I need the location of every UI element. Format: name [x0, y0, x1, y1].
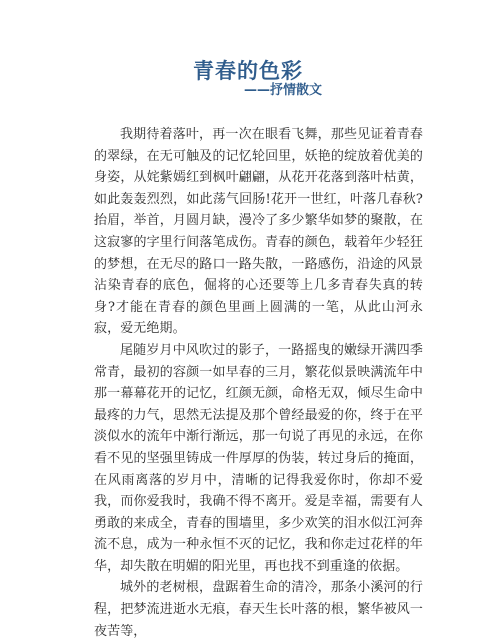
paragraph-3: 城外的老树根，盘踞着生命的清冷，那条小溪河的行程，把梦流进逝水无痕，春天生长叶落的根，繁华被风一夜苦等，: [94, 580, 423, 639]
article-subtitle: ——抒情散文: [244, 83, 323, 98]
paragraph-2: 尾随岁月中风吹过的影子，一路摇曳的嫩绿开满四季常青，最初的容颜一如早春的三月，繁花似景映满流年中那一幕幕花开的记忆，红颜无颜，命格无双，倾尽生命中最疼的力气，思然无法提及那个曾经最爱的你，终于在平淡似水的流年中渐行渐远，那一句说了再见的永远，在你看不见的坚强里铸成一件厚厚的伪装，转过身后的掩面，在风雨离落的岁月中，清晰的记得我爱你时，你却不爱我，而你爱我时，我确不得不离开。爱是幸福，需要有人勇敢的来成全，青春的围墙里，多少欢笑的泪水似江河奔流不息，成为一种永恒不灭的记忆，我和你走过花样的年华，却失散在明媚的阳光里，再也找不到重逢的依据。: [94, 342, 423, 574]
article-body: [94, 124, 423, 642]
article-title: 青春的色彩: [193, 59, 303, 83]
paragraph-1: 我期待着落叶，再一次在眼看飞舞，那些见证着青春的翠绿，在无可触及的记忆轮回里，妖艳的绽放着优美的身姿，从姹紫嫣红到枫叶翩翩，从花开花落到落叶枯黄，如此轰轰烈烈，如此荡气回肠!花开一世红，叶落几春秋?抬眉，举首，月圆月缺，漫冷了多少繁华如梦的聚散，在这寂寥的字里行间落笔成伤。青春的颜色，载着年少轻狂的梦想，在无尽的路口一路失散，一路感伤，沿途的风景沾染青春的底色，倔将的心还要等上几多青春失真的转身?才能在青春的颜色里画上圆满的一笔，从此山河永寂，爱无绝期。: [94, 127, 423, 337]
